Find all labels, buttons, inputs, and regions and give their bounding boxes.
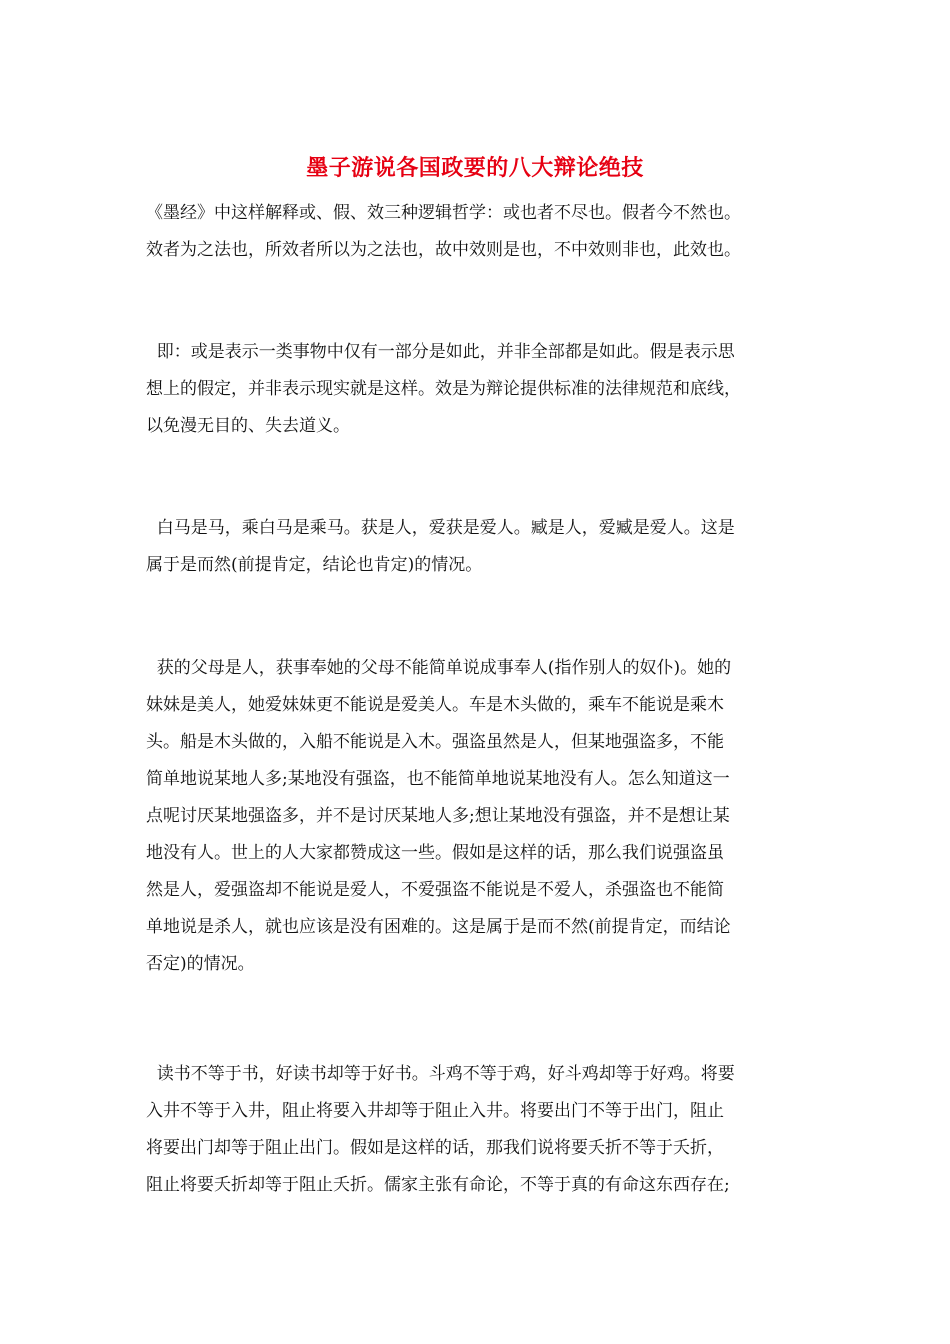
paragraph-line: 属于是而然(前提肯定，结论也肯定)的情况。 xyxy=(146,555,483,575)
paragraph-5 xyxy=(146,1056,806,1204)
paragraph-line: 《墨经》中这样解释或、假、效三种逻辑哲学：或也者不尽也。假者今不然也。 xyxy=(146,203,741,223)
paragraph-line: 然是人，爱强盗却不能说是爱人，不爱强盗不能说是不爱人，杀强盗也不能简 xyxy=(146,880,724,900)
document-title: 墨子游说各国政要的八大辩论绝技 xyxy=(306,155,644,181)
paragraph-line: 以免漫无目的、失去道义。 xyxy=(146,416,350,436)
paragraph-line: 入井不等于入井，阻止将要入井却等于阻止入井。将要出门不等于出门，阻止 xyxy=(146,1101,724,1121)
paragraph-line: 即：或是表示一类事物中仅有一部分是如此，并非全部都是如此。假是表示思 xyxy=(146,342,735,362)
paragraph-line: 阻止将要夭折却等于阻止夭折。儒家主张有命论，不等于真的有命这东西存在; xyxy=(146,1175,730,1195)
paragraph-line: 单地说是杀人，就也应该是没有困难的。这是属于是而不然(前提肯定，而结论 xyxy=(146,917,731,937)
paragraph-4 xyxy=(146,650,806,983)
paragraph-line: 妹妹是美人，她爱妹妹更不能说是爱美人。车是木头做的，乘车不能说是乘木 xyxy=(146,695,724,715)
paragraph-line: 点呢讨厌某地强盗多，并不是讨厌某地人多;想让某地没有强盗，并不是想让某 xyxy=(146,806,730,826)
paragraph-line: 将要出门却等于阻止出门。假如是这样的话，那我们说将要夭折不等于夭折， xyxy=(146,1138,724,1158)
paragraph-3 xyxy=(146,510,806,584)
paragraph-line: 获的父母是人，获事奉她的父母不能简单说成事奉人(指作别人的奴仆)。她的 xyxy=(146,658,732,678)
paragraph-line: 白马是马，乘白马是乘马。获是人，爱获是爱人。臧是人，爱臧是爱人。这是 xyxy=(146,518,735,538)
paragraph-line: 效者为之法也，所效者所以为之法也，故中效则是也，不中效则非也，此效也。 xyxy=(146,240,741,260)
paragraph-line: 地没有人。世上的人大家都赞成这一些。假如是这样的话，那么我们说强盗虽 xyxy=(146,843,724,863)
paragraph-line: 读书不等于书，好读书却等于好书。斗鸡不等于鸡，好斗鸡却等于好鸡。将要 xyxy=(146,1064,735,1084)
paragraph-line: 否定)的情况。 xyxy=(146,954,255,974)
paragraph-1 xyxy=(146,195,806,269)
paragraph-line: 头。船是木头做的，入船不能说是入木。强盗虽然是人，但某地强盗多，不能 xyxy=(146,732,724,752)
paragraph-line: 想上的假定，并非表示现实就是这样。效是为辩论提供标准的法律规范和底线， xyxy=(146,379,741,399)
paragraph-line: 简单地说某地人多;某地没有强盗，也不能简单地说某地没有人。怎么知道这一 xyxy=(146,769,730,789)
paragraph-2 xyxy=(146,334,806,445)
